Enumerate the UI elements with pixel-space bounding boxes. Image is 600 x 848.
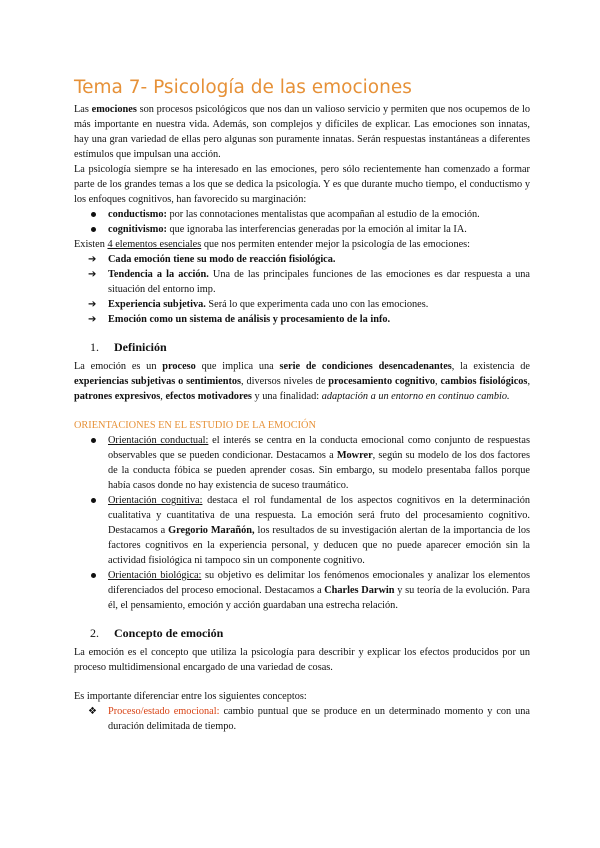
- list-item: [74, 433, 530, 493]
- intro-paragraph-2: La psicología siempre se ha interesado en las emociones, pero sólo recientemente han comenzado a formar parte de los grandes temas a los que se dedica la psicología. Y es que durante mucho tiempo, el conductismo y los enfoques cognitivos, han favorecido su marginación:: [74, 164, 530, 205]
- section-number: 2.: [90, 626, 99, 640]
- bold-text: Cada emoción tiene su modo de reacción fisiológica.: [108, 254, 336, 265]
- arrow-icon: ➔: [88, 269, 97, 280]
- text: los resultados de su investigación alertan de la importancia de los factores cognitivos en la experiencia personal, y deducen que no puede aparecer emoción sin la actividad fisiológica ni tampoco sin un componente cognitivo.: [108, 525, 531, 566]
- bold-text: Mowrer: [336, 450, 373, 461]
- list-item: [74, 493, 530, 568]
- text: Será lo que experimenta cada uno con las emociones.: [205, 299, 429, 310]
- text: , la existencia de: [451, 361, 530, 372]
- arrow-icon: ➔: [88, 299, 97, 310]
- bold-text: cognitivismo:: [108, 224, 167, 235]
- text: el interés se centra en la conducta emocional como conjunto de respuestas observables que se pueden condicionar. Destacamos a: [108, 435, 530, 461]
- concepto-paragraph-1: La emoción es el concepto que utiliza la psicología para describir y explicar los efectos producidos por un proceso multidimensional encargado de una variedad de cosas.: [74, 647, 530, 673]
- bold-text: procesamiento cognitivo: [328, 376, 436, 387]
- highlighted-term: Proceso/estado emocional:: [108, 706, 220, 717]
- text: Existen: [74, 239, 108, 250]
- bold-text: Experiencia subjetiva.: [108, 299, 206, 310]
- bold-text: efectos motivadores: [165, 391, 252, 402]
- spacer: [74, 675, 530, 689]
- text: por las connotaciones mentalistas que acompañan al estudio de la emoción.: [166, 209, 480, 220]
- concepto-paragraph-2: Es importante diferenciar entre los siguientes conceptos:: [74, 691, 307, 702]
- italic-text: adaptación a un entorno en continuo cambio.: [321, 391, 510, 402]
- definition-paragraph: [74, 359, 530, 404]
- list-item: [74, 568, 530, 613]
- underlined-text: Orientación cognitiva:: [108, 495, 203, 506]
- bold-text: Emoción como un sistema de análisis y procesamiento de la info.: [108, 314, 391, 325]
- bold-text: patrones expresivos: [74, 391, 161, 402]
- text: y una finalidad:: [251, 391, 322, 402]
- text: su objetivo es delimitar los fenómenos emocionales y analizar los elementos diferenciados del proceso emocional. Destacamos a: [108, 570, 530, 596]
- bold-text: conductismo:: [108, 209, 167, 220]
- bullet-icon: [91, 227, 96, 232]
- section-heading-concepto: [74, 625, 530, 641]
- list-item: [74, 222, 530, 237]
- bold-text: proceso: [162, 361, 196, 372]
- arrow-icon: ➔: [88, 314, 97, 325]
- bullet-icon: [91, 498, 96, 503]
- bold-text: experiencias subjetivas o sentimientos: [74, 376, 242, 387]
- intro-paragraph-3: [74, 237, 530, 252]
- list-item: [74, 252, 530, 267]
- text: ,: [435, 376, 441, 387]
- diamond-icon: ❖: [88, 706, 97, 717]
- text: ,: [527, 376, 531, 387]
- list-item: [74, 704, 530, 734]
- list-item: [74, 297, 530, 312]
- text: que implica una: [195, 361, 280, 372]
- section-title: Definición: [114, 340, 167, 354]
- bold-text: Charles Darwin: [324, 585, 395, 596]
- bold-text: Gregorio Marañón,: [168, 525, 255, 536]
- elements-list: [74, 252, 530, 327]
- arrow-icon: ➔: [88, 254, 97, 265]
- text: destaca el rol fundamental de los aspectos cognitivos en la determinación cualitativa y cuantitativa de una respuesta. La emoción será fruto del procesamiento cognitivo. Destacamos a: [108, 495, 530, 536]
- orientaciones-list: [74, 433, 530, 613]
- text: La emoción es un: [74, 361, 163, 372]
- list-item: [74, 267, 530, 297]
- bold-text: emociones: [91, 104, 137, 115]
- bold-text: Tendencia a la acción.: [108, 269, 209, 280]
- bullet-icon: [91, 212, 96, 217]
- list-item: [74, 312, 530, 327]
- bullet-icon: [91, 438, 96, 443]
- approach-list: [74, 207, 530, 237]
- intro-paragraph-1: [74, 102, 530, 162]
- underlined-text: Orientación conductual:: [108, 435, 209, 446]
- section-number: 1.: [90, 340, 99, 354]
- text: , según su modelo de los dos factores de la conducta fóbica se pueden aprender cosas. Sin embargo, su modelo presentaba fallos porque había casos donde no hay existencia de suceso traumático.: [108, 450, 530, 491]
- bold-text: cambios fisiológicos: [440, 376, 528, 387]
- text: ,: [160, 391, 166, 402]
- page-title: Tema 7- Psicología de las emociones: [74, 77, 412, 98]
- section-heading-definicion: [74, 339, 530, 355]
- section-title: Concepto de emoción: [114, 626, 224, 640]
- text: Una de las principales funciones de las emociones es dar respuesta a una situación del entorno imp.: [108, 269, 530, 295]
- text: , diversos niveles de: [241, 376, 329, 387]
- text: Las: [74, 104, 92, 115]
- text: son procesos psicológicos que nos dan un valioso servicio y permiten que nos ocupemos de lo más importante en nuestra vida. Además, son complejos y difíciles de explicar. Las emociones son innatas, hay una gran variedad de ellas pero algunas son puramente innatas. Serán respuestas instantáneas a diferentes estímulos que impulsan una acción.: [74, 104, 530, 160]
- text: cambio puntual que se produce en un determinado momento y con una duración delimitada de tiempo.: [108, 706, 531, 732]
- bold-text: serie de condiciones desencadenantes: [279, 361, 452, 372]
- list-item: [74, 207, 530, 222]
- text: que ignoraba las interferencias generadas por la emoción al imitar la IA.: [166, 224, 467, 235]
- bullet-icon: [91, 573, 96, 578]
- underlined-text: 4 elementos esenciales: [107, 239, 202, 250]
- underlined-text: Orientación biológica:: [108, 570, 202, 581]
- concepts-list: [74, 704, 530, 734]
- text: que nos permiten entender mejor la psicología de las emociones:: [201, 239, 471, 250]
- orientaciones-heading: ORIENTACIONES EN EL ESTUDIO DE LA EMOCIÓN: [74, 420, 316, 431]
- text: y su teoría de la evolución. Para él, el pensamiento, emoción y acción guardaban una estrecha relación.: [108, 585, 530, 611]
